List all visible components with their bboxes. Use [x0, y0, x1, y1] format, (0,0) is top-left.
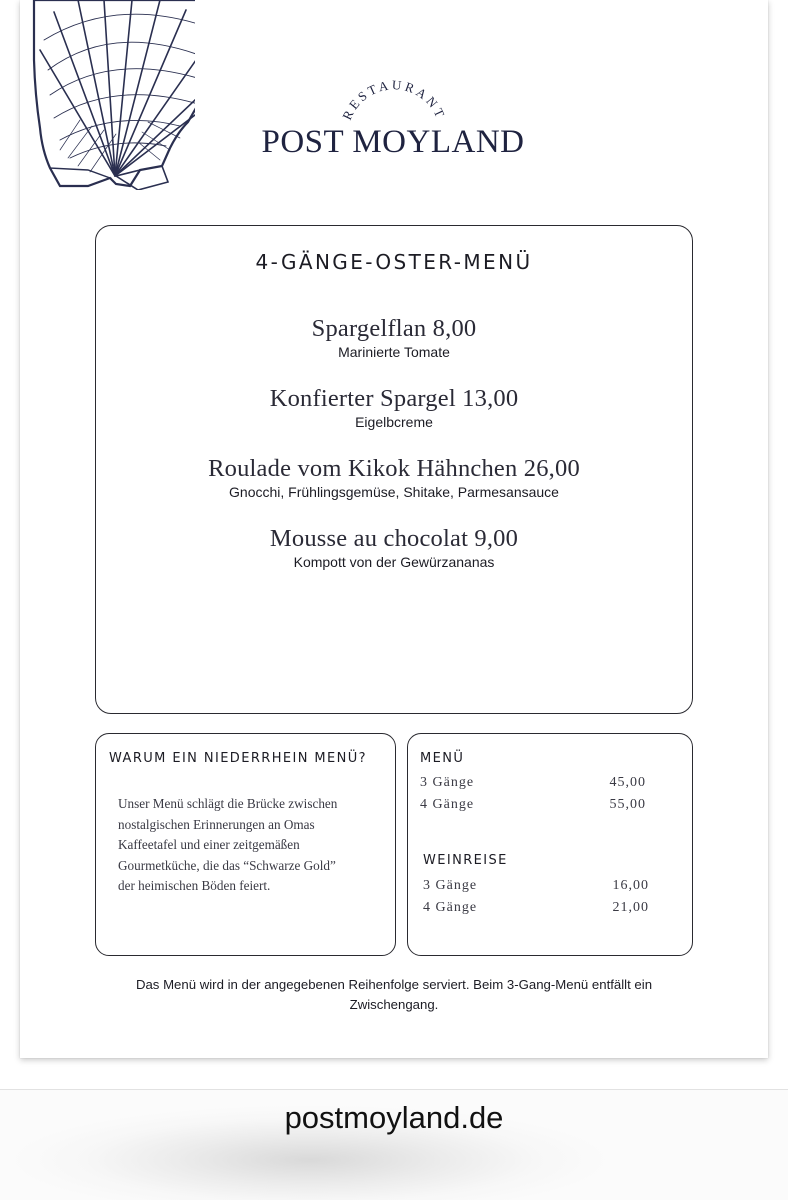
- price-label: 3 Gänge: [420, 775, 475, 790]
- website-url[interactable]: postmoyland.de: [284, 1100, 504, 1135]
- why-description: [118, 794, 378, 897]
- menu-price-heading: MENÜ: [420, 751, 465, 766]
- svg-text:RESTAURANT: [339, 77, 449, 122]
- menu-page: [20, 0, 768, 1058]
- brand-kicker-arc: [250, 70, 536, 130]
- why-line: nostalgischen Erinnerungen an Omas: [118, 816, 315, 832]
- price-label: 3 Gänge: [423, 878, 478, 893]
- dish-description: Eigelbcreme: [355, 414, 433, 430]
- dish-list: [96, 314, 692, 594]
- brand-kicker: RESTAURANT: [339, 77, 449, 123]
- serving-note-line: Das Menü wird in der angegebenen Reihenfolge serviert. Beim 3-Gang-Menü entfällt ein: [135, 977, 653, 992]
- why-line: Gourmetküche, die das “Schwarze Gold”: [118, 857, 336, 873]
- dish-item: [96, 314, 692, 384]
- price-label: 4 Gänge: [420, 797, 475, 812]
- dish-description: Marinierte Tomate: [338, 344, 450, 360]
- dish-description: Kompott von der Gewürzananas: [293, 554, 495, 570]
- why-line: Unser Menü schlägt die Brücke zwischen: [118, 796, 338, 811]
- price-row: [423, 878, 649, 900]
- course-menu-card: [95, 225, 693, 714]
- why-title: WARUM EIN NIEDERRHEIN MENÜ?: [109, 751, 367, 766]
- why-line: Kaffeetafel und einer zeitgemäßen: [118, 837, 300, 853]
- price-value: 21,00: [612, 900, 649, 915]
- url-footer: [0, 1090, 788, 1200]
- why-line: der heimischen Böden feiert.: [118, 878, 271, 894]
- price-value: 55,00: [609, 797, 646, 812]
- dish-name: Konfierter Spargel 13,00: [269, 385, 519, 412]
- brand-name: POST MOYLAND: [261, 124, 525, 160]
- wine-price-heading: WEINREISE: [423, 853, 508, 868]
- dish-name: Roulade vom Kikok Hähnchen 26,00: [208, 455, 580, 482]
- dish-description: Gnocchi, Frühlingsgemüse, Shitake, Parmesansauce: [229, 484, 559, 500]
- price-label: 4 Gänge: [423, 900, 478, 915]
- dish-item: [96, 454, 692, 524]
- dish-item: [96, 384, 692, 454]
- restaurant-logo: [250, 70, 536, 165]
- price-row: [420, 797, 646, 819]
- serving-note: [90, 975, 698, 1015]
- price-value: 45,00: [609, 775, 646, 790]
- serving-note-line: Zwischengang.: [349, 997, 439, 1012]
- dish-name: Spargelflan 8,00: [311, 315, 477, 342]
- menu-title: 4-GÄNGE-OSTER-MENÜ: [255, 250, 533, 274]
- price-value: 16,00: [612, 878, 649, 893]
- dish-name: Mousse au chocolat 9,00: [269, 525, 519, 552]
- price-row: [423, 900, 649, 922]
- scallop-shell-icon: [20, 0, 195, 190]
- price-card: [407, 733, 693, 956]
- dish-item: [96, 524, 692, 594]
- price-row: [420, 775, 646, 797]
- why-niederrhein-card: [95, 733, 396, 956]
